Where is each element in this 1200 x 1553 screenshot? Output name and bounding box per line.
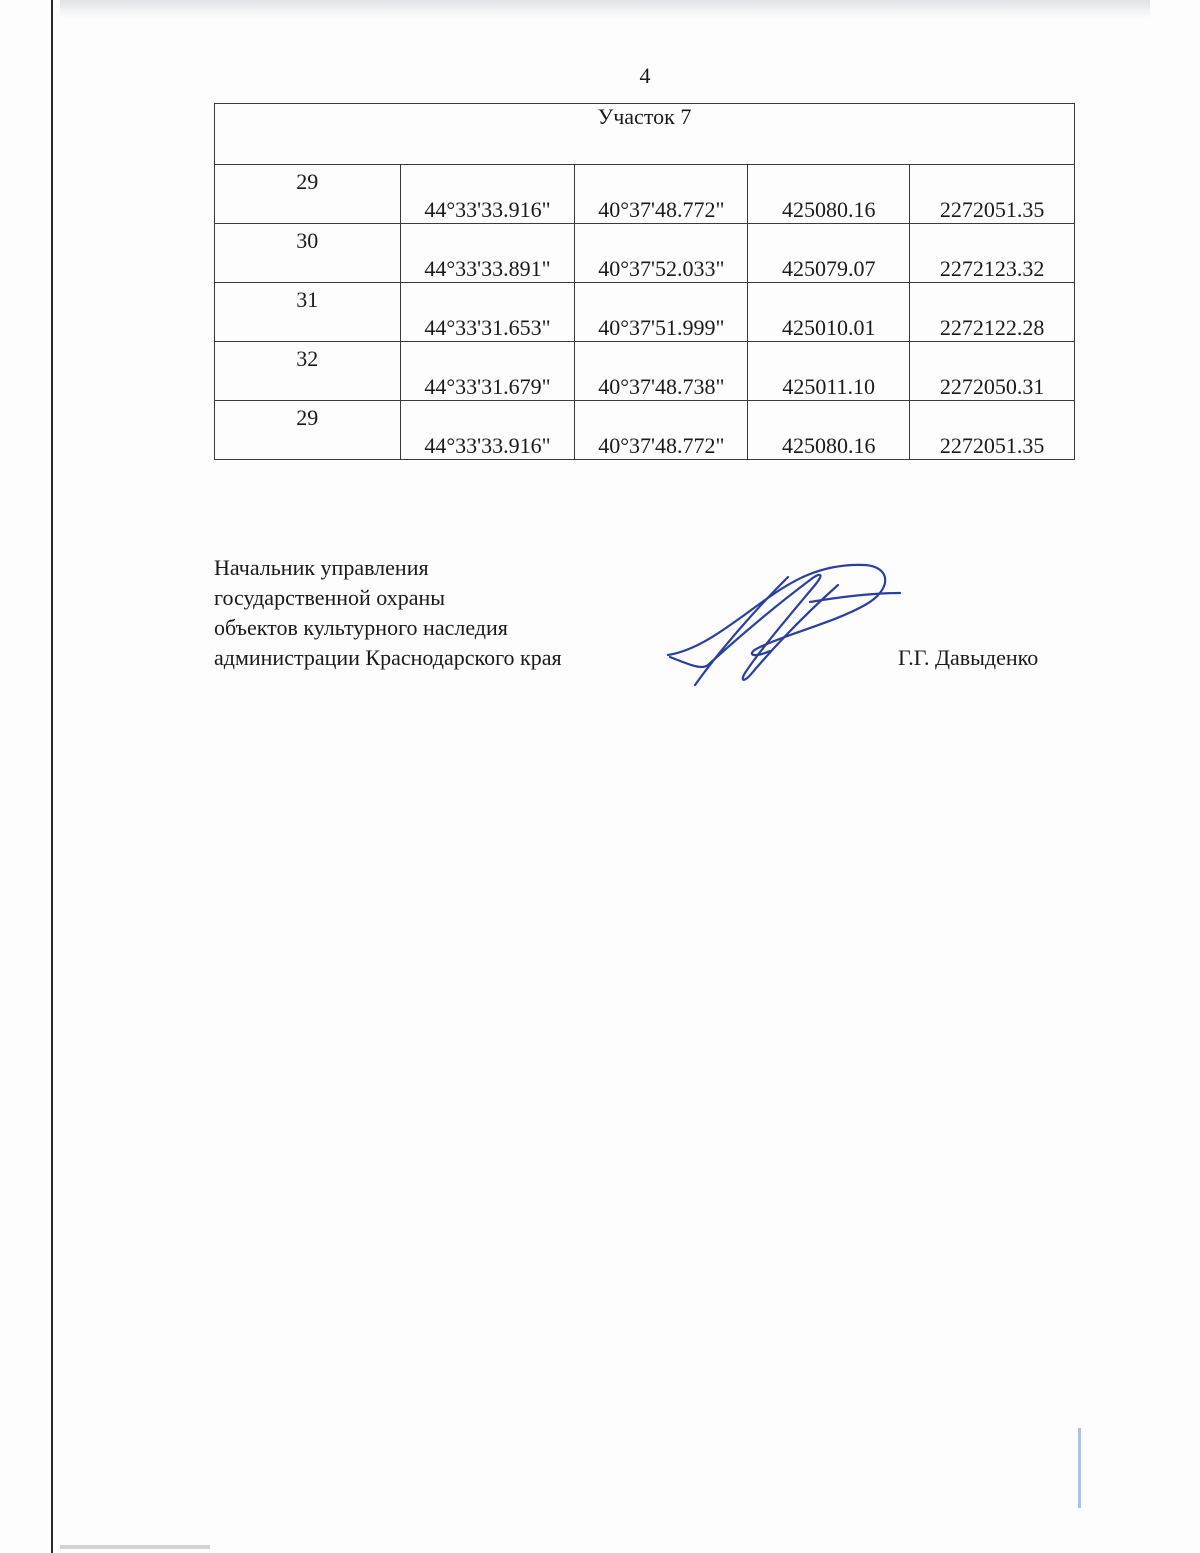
point-number-cell: 29: [215, 401, 401, 460]
y-coordinate-cell: 2272050.31: [910, 342, 1075, 401]
x-coordinate-cell: 425080.16: [748, 165, 910, 224]
scan-shadow: [60, 0, 1150, 18]
y-coordinate-cell: 2272122.28: [910, 283, 1075, 342]
position-line: Начальник управления: [214, 555, 429, 580]
page-number: 4: [639, 63, 651, 88]
signer-name: Г.Г. Давыденко: [898, 645, 1039, 670]
position-line: объектов культурного наследия: [214, 615, 508, 640]
point-number-cell: 29: [215, 165, 401, 224]
latitude-cell: 44°33'33.891": [400, 224, 575, 283]
signature-stroke: [668, 565, 885, 655]
latitude-cell: 44°33'33.916": [400, 165, 575, 224]
table-row: [215, 165, 1075, 224]
point-number-cell: 31: [215, 283, 401, 342]
longitude-cell: 40°37'48.772": [575, 401, 748, 460]
x-coordinate-cell: 425010.01: [748, 283, 910, 342]
section-header-row: [215, 104, 1075, 165]
section-title: Участок 7: [215, 104, 1075, 165]
longitude-cell: 40°37'48.738": [575, 342, 748, 401]
longitude-cell: 40°37'52.033": [575, 224, 748, 283]
table-row: [215, 283, 1075, 342]
scan-bottom-mark: [60, 1545, 210, 1549]
y-coordinate-cell: 2272051.35: [910, 165, 1075, 224]
longitude-cell: 40°37'51.999": [575, 283, 748, 342]
handwritten-signature: [660, 555, 910, 690]
latitude-cell: 44°33'31.653": [400, 283, 575, 342]
x-coordinate-cell: 425079.07: [748, 224, 910, 283]
latitude-cell: 44°33'33.916": [400, 401, 575, 460]
x-coordinate-cell: 425080.16: [748, 401, 910, 460]
position-line: государственной охраны: [214, 585, 446, 610]
x-coordinate-cell: 425011.10: [748, 342, 910, 401]
table-row: [215, 401, 1075, 460]
signer-position: [214, 553, 562, 673]
point-number-cell: 30: [215, 224, 401, 283]
point-number-cell: 32: [215, 342, 401, 401]
position-line: администрации Краснодарского края: [214, 645, 562, 670]
latitude-cell: 44°33'31.679": [400, 342, 575, 401]
table-row: [215, 342, 1075, 401]
scan-left-edge: [51, 0, 53, 1553]
longitude-cell: 40°37'48.772": [575, 165, 748, 224]
table-row: [215, 224, 1075, 283]
y-coordinate-cell: 2272051.35: [910, 401, 1075, 460]
y-coordinate-cell: 2272123.32: [910, 224, 1075, 283]
scan-mark: [1078, 1428, 1081, 1508]
coordinates-table: [214, 103, 1075, 460]
